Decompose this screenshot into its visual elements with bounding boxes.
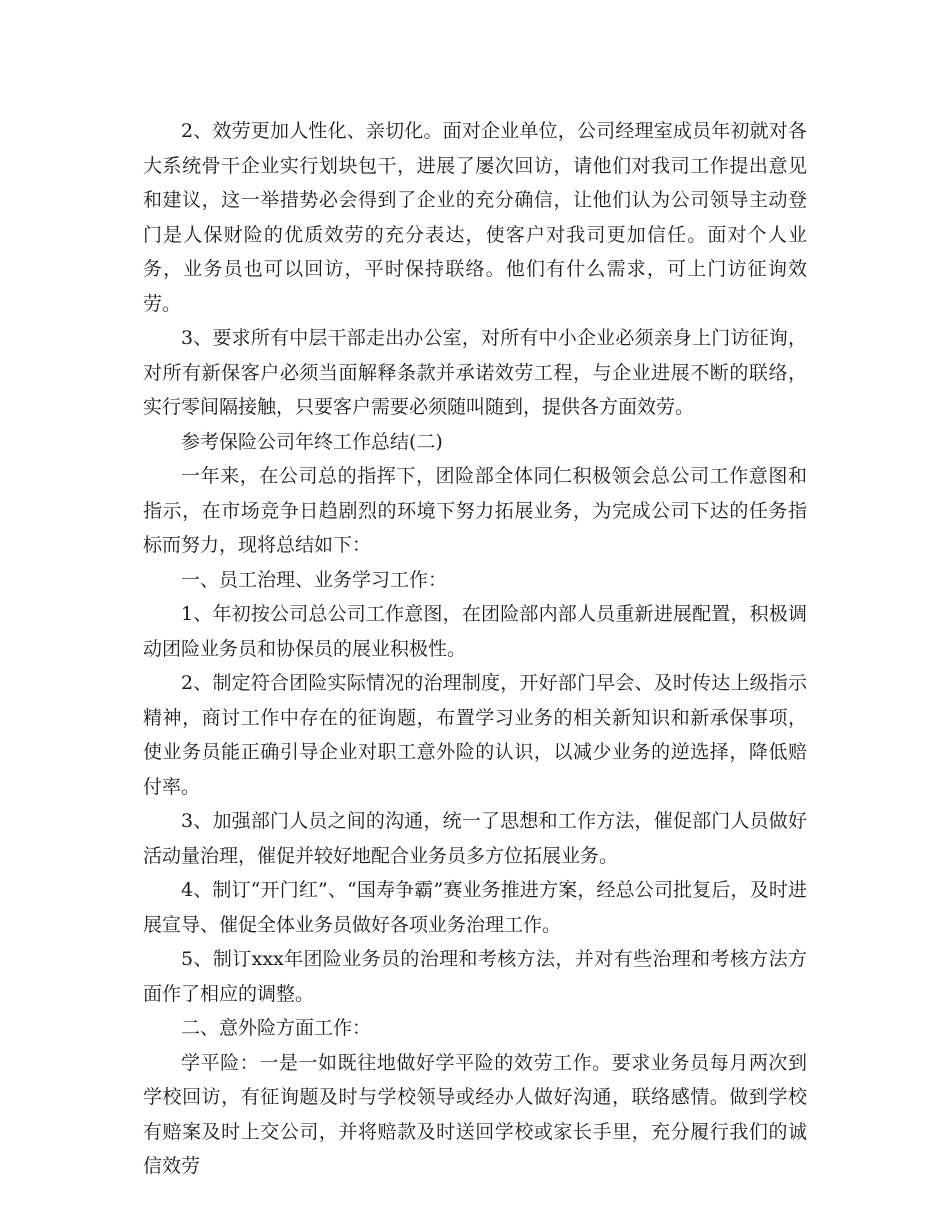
- paragraph-intro: 一年来，在公司总的指挥下，团险部全体同仁积极领会总公司工作意图和指示，在市场竞争日趋剧烈的环境下努力拓展业务，为完成公司下达的任务指标而努力，现将总结如下：: [143, 465, 807, 556]
- section-title: 参考保险公司年终工作总结(二): [181, 430, 443, 453]
- paragraph-item-2: 2、制定符合团险实际情况的治理制度，开好部门早会、及时传达上级指示精神，商讨工作中存在的征询题，布置学习业务的相关新知识和新承保事项，使业务员能正确引导企业对职工意外险的认识，以减少业务的逆选择，降低赔付率。: [143, 672, 807, 798]
- document-page: [143, 114, 807, 1184]
- paragraph-item-1: 1、年初按公司总公司工作意图，在团险部内部人员重新进展配置，积极调动团险业务员和协保员的展业积极性。: [143, 603, 807, 660]
- paragraph-item-3: 3、加强部门人员之间的沟通，统一了思想和工作方法，催促部门人员做好活动量治理，催促并较好地配合业务员多方位拓展业务。: [143, 810, 807, 867]
- paragraph-student-insurance: 学平险：一是一如既往地做好学平险的效劳工作。要求业务员每月两次到学校回访，有征询题及时与学校领导或经办人做好沟通，联络感情。做到学校有赔案及时上交公司，并将赔款及时送回学校或家长手里，充分履行我们的诚信效劳: [143, 1051, 807, 1177]
- paragraph-item-4: 4、制订“开门红”、“国寿争霸”赛业务推进方案，经总公司批复后，及时进展宣导、催促全体业务员做好各项业务治理工作。: [143, 879, 807, 936]
- heading-accident-insurance: 二、意外险方面工作：: [181, 1017, 372, 1039]
- paragraph-item-5: 5、制订xxx年团险业务员的治理和考核方法，并对有些治理和考核方法方面作了相应的调整。: [143, 948, 807, 1005]
- heading-staff-management: 一、员工治理、业务学习工作：: [181, 568, 448, 591]
- paragraph-middle-managers-visit: 3、要求所有中层干部走出办公室，对所有中小企业必须亲身上门访征询，对所有新保客户必须当面解释条款并承诺效劳工程，与企业进展不断的联络，实行零间隔接触，只要客户需要必须随叫随到，提供各方面效劳。: [143, 327, 807, 418]
- paragraph-service-personalized: 2、效劳更加人性化、亲切化。面对企业单位，公司经理室成员年初就对各大系统骨干企业实行划块包干，进展了屡次回访，请他们对我司工作提出意见和建议，这一举措势必会得到了企业的充分确信，让他们认为公司领导主动登门是人保财险的优质效劳的充分表达，使客户对我司更加信任。面对个人业务，业务员也可以回访，平时保持联络。他们有什么需求，可上门访征询效劳。: [143, 120, 807, 315]
